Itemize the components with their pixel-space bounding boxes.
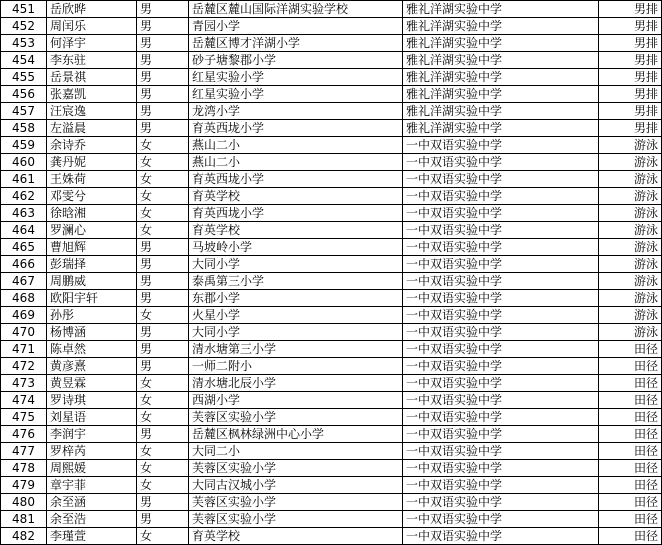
sport-category-cell: 男排 (599, 103, 662, 120)
row-number-cell: 480 (1, 494, 47, 511)
primary-school-cell: 芙蓉区实验小学 (189, 409, 403, 426)
admitted-school-cell: 一中双语实验中学 (403, 528, 599, 545)
table-row (1, 154, 662, 171)
primary-school-cell: 清水塘第三小学 (189, 341, 403, 358)
row-number-cell: 456 (1, 86, 47, 103)
row-number-cell: 463 (1, 205, 47, 222)
student-name-cell: 岳欣晔 (47, 1, 137, 18)
admitted-school-cell: 一中双语实验中学 (403, 154, 599, 171)
admitted-school-cell: 雅礼洋湖实验中学 (403, 1, 599, 18)
row-number-cell: 476 (1, 426, 47, 443)
row-number-cell: 458 (1, 120, 47, 137)
primary-school-cell: 大同小学 (189, 256, 403, 273)
admitted-school-cell: 一中双语实验中学 (403, 171, 599, 188)
student-name-cell: 李润宇 (47, 426, 137, 443)
student-gender-cell: 女 (137, 443, 189, 460)
table-row (1, 528, 662, 545)
table-row (1, 307, 662, 324)
sport-category-cell: 男排 (599, 120, 662, 137)
table-row (1, 1, 662, 18)
table-row (1, 171, 662, 188)
row-number-cell: 471 (1, 341, 47, 358)
sport-category-cell: 田径 (599, 443, 662, 460)
student-name-cell: 章宇菲 (47, 477, 137, 494)
student-gender-cell: 男 (137, 273, 189, 290)
row-number-cell: 453 (1, 35, 47, 52)
primary-school-cell: 火星小学 (189, 307, 403, 324)
row-number-cell: 469 (1, 307, 47, 324)
primary-school-cell: 清水塘北辰小学 (189, 375, 403, 392)
student-gender-cell: 男 (137, 324, 189, 341)
student-name-cell: 邓雯兮 (47, 188, 137, 205)
table-row (1, 69, 662, 86)
sport-category-cell: 游泳 (599, 290, 662, 307)
admitted-school-cell: 一中双语实验中学 (403, 324, 599, 341)
admitted-school-cell: 雅礼洋湖实验中学 (403, 35, 599, 52)
admitted-school-cell: 一中双语实验中学 (403, 392, 599, 409)
student-name-cell: 王姝荷 (47, 171, 137, 188)
table-row (1, 239, 662, 256)
student-gender-cell: 男 (137, 341, 189, 358)
student-name-cell: 张嘉凯 (47, 86, 137, 103)
sport-category-cell: 男排 (599, 69, 662, 86)
row-number-cell: 464 (1, 222, 47, 239)
table-row (1, 52, 662, 69)
student-name-cell: 陈卓然 (47, 341, 137, 358)
student-name-cell: 余至浩 (47, 511, 137, 528)
student-gender-cell: 男 (137, 86, 189, 103)
row-number-cell: 478 (1, 460, 47, 477)
sport-category-cell: 田径 (599, 528, 662, 545)
sport-category-cell: 田径 (599, 477, 662, 494)
sport-category-cell: 游泳 (599, 273, 662, 290)
table-row (1, 460, 662, 477)
student-name-cell: 欧阳宇轩 (47, 290, 137, 307)
student-name-cell: 余至涵 (47, 494, 137, 511)
student-name-cell: 李东驻 (47, 52, 137, 69)
student-name-cell: 罗澜心 (47, 222, 137, 239)
table-row (1, 188, 662, 205)
student-gender-cell: 男 (137, 290, 189, 307)
admitted-school-cell: 一中双语实验中学 (403, 188, 599, 205)
primary-school-cell: 育英西垅小学 (189, 205, 403, 222)
primary-school-cell: 红星实验小学 (189, 86, 403, 103)
sport-category-cell: 田径 (599, 375, 662, 392)
admitted-school-cell: 一中双语实验中学 (403, 511, 599, 528)
sport-category-cell: 游泳 (599, 256, 662, 273)
student-name-cell: 黄昱霖 (47, 375, 137, 392)
student-gender-cell: 女 (137, 154, 189, 171)
student-name-cell: 周闰乐 (47, 18, 137, 35)
primary-school-cell: 砂子塘黎郡小学 (189, 52, 403, 69)
table-row (1, 205, 662, 222)
primary-school-cell: 大同二小 (189, 443, 403, 460)
admitted-school-cell: 一中双语实验中学 (403, 443, 599, 460)
student-name-cell: 李瑾萱 (47, 528, 137, 545)
row-number-cell: 473 (1, 375, 47, 392)
student-gender-cell: 男 (137, 358, 189, 375)
primary-school-cell: 燕山二小 (189, 137, 403, 154)
table-row (1, 409, 662, 426)
primary-school-cell: 大同小学 (189, 324, 403, 341)
row-number-cell: 468 (1, 290, 47, 307)
row-number-cell: 470 (1, 324, 47, 341)
table-row (1, 511, 662, 528)
sport-category-cell: 男排 (599, 86, 662, 103)
primary-school-cell: 马坡岭小学 (189, 239, 403, 256)
primary-school-cell: 一师二附小 (189, 358, 403, 375)
student-name-cell: 何泽宇 (47, 35, 137, 52)
student-name-cell: 杨博涵 (47, 324, 137, 341)
primary-school-cell: 龙湾小学 (189, 103, 403, 120)
sport-category-cell: 游泳 (599, 324, 662, 341)
student-gender-cell: 女 (137, 375, 189, 392)
sport-category-cell: 游泳 (599, 154, 662, 171)
roster-body (1, 1, 662, 545)
row-number-cell: 481 (1, 511, 47, 528)
admitted-school-cell: 一中双语实验中学 (403, 307, 599, 324)
student-gender-cell: 男 (137, 69, 189, 86)
student-name-cell: 黄彦熹 (47, 358, 137, 375)
row-number-cell: 459 (1, 137, 47, 154)
primary-school-cell: 西湖小学 (189, 392, 403, 409)
admitted-school-cell: 一中双语实验中学 (403, 477, 599, 494)
primary-school-cell: 泰禹第三小学 (189, 273, 403, 290)
row-number-cell: 452 (1, 18, 47, 35)
student-name-cell: 余诗乔 (47, 137, 137, 154)
row-number-cell: 454 (1, 52, 47, 69)
sport-category-cell: 田径 (599, 409, 662, 426)
student-gender-cell: 男 (137, 52, 189, 69)
admitted-school-cell: 一中双语实验中学 (403, 375, 599, 392)
student-name-cell: 刘星语 (47, 409, 137, 426)
primary-school-cell: 芙蓉区实验小学 (189, 494, 403, 511)
student-gender-cell: 女 (137, 307, 189, 324)
sport-category-cell: 田径 (599, 494, 662, 511)
primary-school-cell: 育英学校 (189, 222, 403, 239)
table-row (1, 426, 662, 443)
primary-school-cell: 芙蓉区实验小学 (189, 511, 403, 528)
primary-school-cell: 燕山二小 (189, 154, 403, 171)
sport-category-cell: 田径 (599, 426, 662, 443)
row-number-cell: 451 (1, 1, 47, 18)
student-gender-cell: 女 (137, 528, 189, 545)
sport-category-cell: 田径 (599, 358, 662, 375)
admitted-school-cell: 一中双语实验中学 (403, 494, 599, 511)
admitted-school-cell: 雅礼洋湖实验中学 (403, 52, 599, 69)
sport-category-cell: 游泳 (599, 188, 662, 205)
student-name-cell: 周鹏威 (47, 273, 137, 290)
admitted-school-cell: 一中双语实验中学 (403, 137, 599, 154)
student-name-cell: 岳景祺 (47, 69, 137, 86)
student-gender-cell: 女 (137, 188, 189, 205)
primary-school-cell: 东郡小学 (189, 290, 403, 307)
table-row (1, 375, 662, 392)
sport-category-cell: 田径 (599, 460, 662, 477)
student-name-cell: 龚丹妮 (47, 154, 137, 171)
sport-category-cell: 田径 (599, 511, 662, 528)
row-number-cell: 460 (1, 154, 47, 171)
sport-category-cell: 男排 (599, 35, 662, 52)
sport-category-cell: 游泳 (599, 205, 662, 222)
admitted-school-cell: 一中双语实验中学 (403, 290, 599, 307)
primary-school-cell: 育英学校 (189, 528, 403, 545)
admitted-school-cell: 一中双语实验中学 (403, 358, 599, 375)
student-gender-cell: 女 (137, 392, 189, 409)
primary-school-cell: 红星实验小学 (189, 69, 403, 86)
table-row (1, 137, 662, 154)
student-gender-cell: 女 (137, 460, 189, 477)
table-row (1, 494, 662, 511)
row-number-cell: 455 (1, 69, 47, 86)
student-gender-cell: 女 (137, 477, 189, 494)
student-gender-cell: 男 (137, 1, 189, 18)
student-gender-cell: 男 (137, 426, 189, 443)
admitted-school-cell: 一中双语实验中学 (403, 426, 599, 443)
row-number-cell: 466 (1, 256, 47, 273)
sport-category-cell: 田径 (599, 341, 662, 358)
primary-school-cell: 岳麓区博才洋湖小学 (189, 35, 403, 52)
row-number-cell: 475 (1, 409, 47, 426)
admitted-school-cell: 雅礼洋湖实验中学 (403, 18, 599, 35)
table-row (1, 256, 662, 273)
primary-school-cell: 育英学校 (189, 188, 403, 205)
student-gender-cell: 女 (137, 171, 189, 188)
admitted-school-cell: 一中双语实验中学 (403, 239, 599, 256)
admitted-school-cell: 一中双语实验中学 (403, 222, 599, 239)
student-name-cell: 罗梓芮 (47, 443, 137, 460)
primary-school-cell: 青园小学 (189, 18, 403, 35)
student-name-cell: 徐晗湘 (47, 205, 137, 222)
admitted-school-cell: 一中双语实验中学 (403, 205, 599, 222)
table-row (1, 86, 662, 103)
student-gender-cell: 女 (137, 137, 189, 154)
primary-school-cell: 岳麓区枫林绿洲中心小学 (189, 426, 403, 443)
table-row (1, 358, 662, 375)
admitted-school-cell: 雅礼洋湖实验中学 (403, 86, 599, 103)
primary-school-cell: 岳麓区麓山国际洋湖实验学校 (189, 1, 403, 18)
row-number-cell: 472 (1, 358, 47, 375)
table-row (1, 120, 662, 137)
row-number-cell: 467 (1, 273, 47, 290)
sport-category-cell: 游泳 (599, 222, 662, 239)
primary-school-cell: 大同古汉城小学 (189, 477, 403, 494)
table-row (1, 477, 662, 494)
row-number-cell: 474 (1, 392, 47, 409)
table-row (1, 18, 662, 35)
table-row (1, 324, 662, 341)
student-gender-cell: 男 (137, 120, 189, 137)
student-gender-cell: 男 (137, 239, 189, 256)
admitted-school-cell: 一中双语实验中学 (403, 273, 599, 290)
sport-category-cell: 游泳 (599, 137, 662, 154)
student-gender-cell: 女 (137, 409, 189, 426)
student-gender-cell: 男 (137, 511, 189, 528)
table-row (1, 103, 662, 120)
sport-category-cell: 游泳 (599, 171, 662, 188)
sport-category-cell: 男排 (599, 18, 662, 35)
sport-category-cell: 男排 (599, 52, 662, 69)
student-name-cell: 罗诗琪 (47, 392, 137, 409)
admitted-school-cell: 雅礼洋湖实验中学 (403, 120, 599, 137)
row-number-cell: 477 (1, 443, 47, 460)
row-number-cell: 479 (1, 477, 47, 494)
student-gender-cell: 男 (137, 18, 189, 35)
sport-category-cell: 男排 (599, 1, 662, 18)
admitted-school-cell: 雅礼洋湖实验中学 (403, 69, 599, 86)
row-number-cell: 461 (1, 171, 47, 188)
student-gender-cell: 男 (137, 256, 189, 273)
student-name-cell: 孙彤 (47, 307, 137, 324)
student-gender-cell: 男 (137, 35, 189, 52)
student-gender-cell: 女 (137, 222, 189, 239)
student-gender-cell: 女 (137, 205, 189, 222)
sport-category-cell: 游泳 (599, 307, 662, 324)
table-row (1, 443, 662, 460)
row-number-cell: 457 (1, 103, 47, 120)
table-row (1, 341, 662, 358)
admitted-school-cell: 一中双语实验中学 (403, 256, 599, 273)
table-row (1, 392, 662, 409)
student-name-cell: 汪宸逸 (47, 103, 137, 120)
row-number-cell: 462 (1, 188, 47, 205)
admitted-school-cell: 一中双语实验中学 (403, 460, 599, 477)
table-row (1, 290, 662, 307)
primary-school-cell: 育英西垅小学 (189, 120, 403, 137)
primary-school-cell: 芙蓉区实验小学 (189, 460, 403, 477)
table-row (1, 35, 662, 52)
row-number-cell: 465 (1, 239, 47, 256)
student-name-cell: 曹旭辉 (47, 239, 137, 256)
admitted-school-cell: 一中双语实验中学 (403, 409, 599, 426)
admitted-school-cell: 雅礼洋湖实验中学 (403, 103, 599, 120)
admitted-school-cell: 一中双语实验中学 (403, 341, 599, 358)
sport-category-cell: 游泳 (599, 239, 662, 256)
sport-category-cell: 田径 (599, 392, 662, 409)
student-name-cell: 彭瑞择 (47, 256, 137, 273)
table-row (1, 273, 662, 290)
student-name-cell: 周熙媛 (47, 460, 137, 477)
primary-school-cell: 育英西垅小学 (189, 171, 403, 188)
student-gender-cell: 男 (137, 494, 189, 511)
student-name-cell: 左溢晨 (47, 120, 137, 137)
row-number-cell: 482 (1, 528, 47, 545)
student-gender-cell: 男 (137, 103, 189, 120)
table-row (1, 222, 662, 239)
